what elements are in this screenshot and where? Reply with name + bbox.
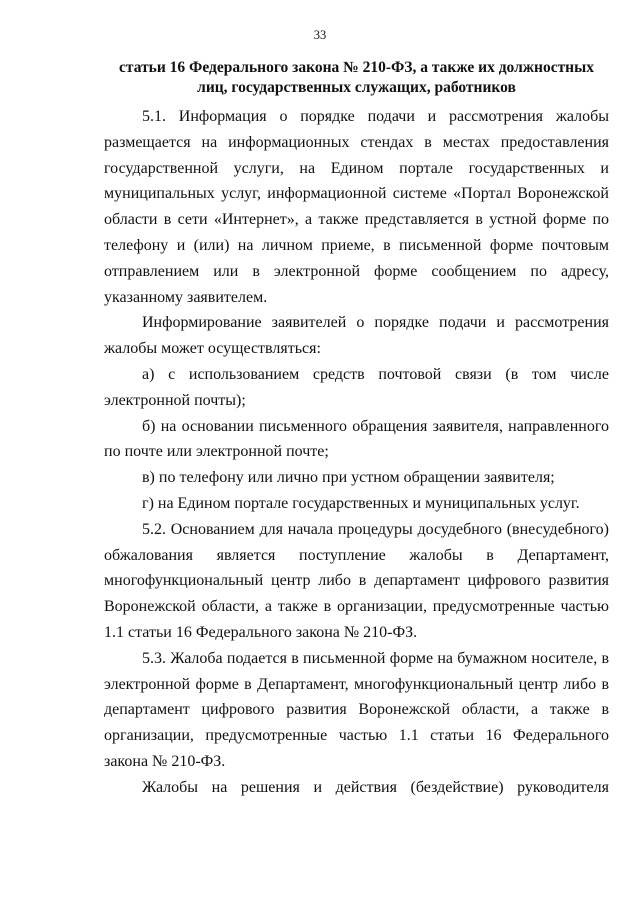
paragraph-5-2: 5.2. Основанием для начала процедуры досудебного (внесудебного) обжалования является поступление жалобы в Департамент, многофункциональный центр либо в департамент цифрового развития Воронежской области, а также в организации, предусмотренные частью 1.1 статьи 16 Федерального закона № 210-ФЗ. [104,520,609,641]
list-item-a: а) с использованием средств почтовой связи (в том числе электронной почты); [104,365,609,409]
page-number: 33 [313,28,327,42]
list-item-v: в) по телефону или лично при устном обращении заявителя; [142,469,555,487]
paragraph-informing: Информирование заявителей о порядке подачи и рассмотрения жалобы может осуществляться: [104,314,609,358]
section-heading: статьи 16 Федерального закона № 210-ФЗ, а также их должностных лиц, государственных служащих, работников [119,59,594,96]
paragraph-5-1: 5.1. Информация о порядке подачи и рассмотрения жалобы размещается на информационных стендах в местах предоставления государственной услуги, на Едином портале государственных и муниципальных услуг, информационной системе «Портал Воронежской области в сети «Интернет», а также представляется в устной форме по телефону и (или) на личном приеме, в письменной форме почтовым отправлением или в электронной форме сообщением по адресу, указанному заявителем. [104,108,609,306]
document-body [104,104,609,801]
list-item-g: г) на Едином портале государственных и муниципальных услуг. [142,494,580,512]
list-item-b: б) на основании письменного обращения заявителя, направленного по почте или электронной почте; [104,417,609,461]
paragraph-5-3: 5.3. Жалоба подается в письменной форме на бумажном носителе, в электронной форме в Департамент, многофункциональный центр либо в департамент цифрового развития Воронежской области, а также в организации, предусмотренные частью 1.1 статьи 16 Федерального закона № 210-ФЗ. [104,649,609,770]
paragraph-complaints: Жалобы на решения и действия (бездействие) руководителя [142,778,609,796]
